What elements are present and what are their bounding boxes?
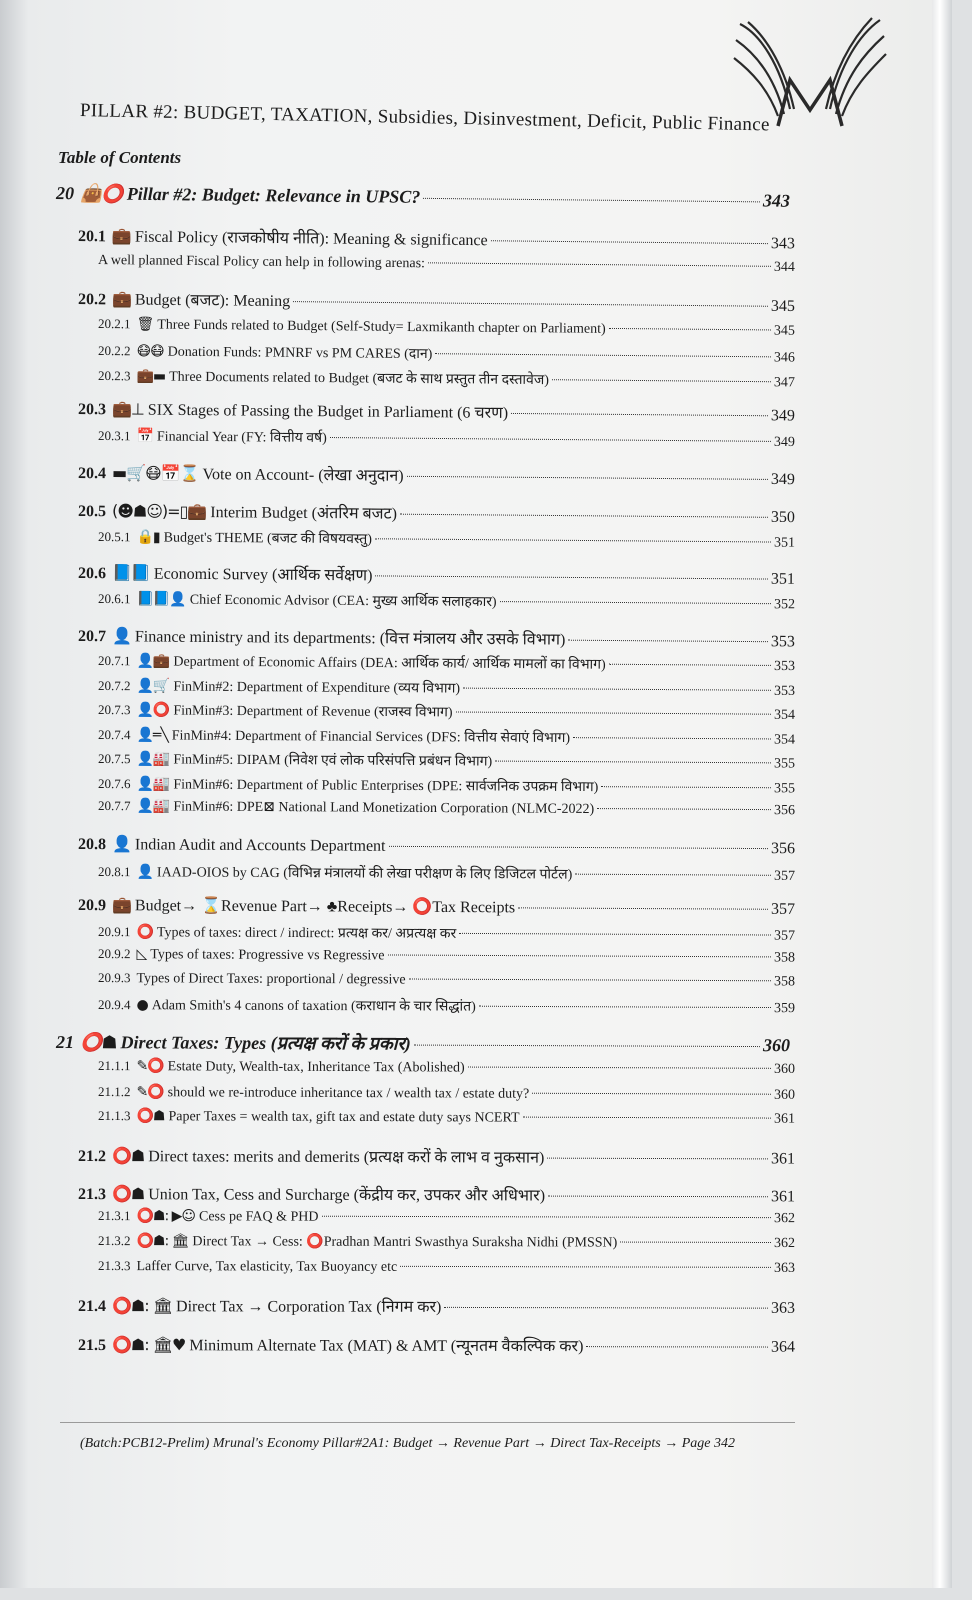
toc-entry-number: 20.2 bbox=[77, 291, 107, 309]
toc-entry-icon: (☻☗☺)=▯💼 bbox=[111, 501, 207, 522]
toc-entry-number: 20 bbox=[55, 183, 75, 204]
toc-entry-page: 353 bbox=[773, 683, 796, 699]
toc-entry-page: 349 bbox=[770, 470, 796, 489]
toc-entry-icon: ⭕☗ bbox=[79, 1032, 117, 1054]
toc-entry-icon: ◺ bbox=[136, 946, 147, 963]
dot-leader bbox=[468, 1067, 771, 1069]
toc-entry-page: 359 bbox=[773, 1001, 796, 1017]
dot-leader bbox=[330, 437, 771, 442]
dot-leader bbox=[601, 786, 771, 788]
toc-entry[interactable] bbox=[78, 224, 795, 253]
toc-entry-page: 360 bbox=[773, 1087, 796, 1103]
toc-entry-page: 353 bbox=[770, 633, 796, 651]
toc-entry-number: 20.4 bbox=[77, 465, 107, 483]
dot-leader bbox=[511, 413, 768, 416]
toc-entry[interactable] bbox=[98, 527, 795, 552]
toc-entry-icon: 👤🏭 bbox=[136, 798, 170, 815]
toc-entry[interactable] bbox=[78, 895, 795, 919]
toc-entry-icon: 💼 bbox=[111, 226, 132, 246]
toc-entry-title: Vote on Account- (लेखा अनुदान) bbox=[202, 466, 404, 485]
toc-entry[interactable] bbox=[78, 397, 795, 426]
toc-entry-page: 361 bbox=[770, 1150, 796, 1168]
toc-entry-page: 343 bbox=[770, 235, 796, 253]
toc-entry-number: 20.9.1 bbox=[97, 924, 131, 940]
toc-entry-icon: ● bbox=[136, 997, 148, 1014]
toc-entry-title: Financial Year (FY: वित्तीय वर्ष) bbox=[156, 429, 327, 446]
dot-leader bbox=[573, 737, 771, 739]
toc-entry-page: 357 bbox=[770, 900, 796, 918]
toc-entry[interactable] bbox=[78, 834, 795, 858]
toc-entry-page: 356 bbox=[773, 803, 796, 819]
toc-entry-page: 350 bbox=[770, 508, 796, 527]
toc-entry-icon: 👤💼 bbox=[136, 653, 170, 670]
dot-leader bbox=[597, 808, 771, 810]
toc-entry-title: Estate Duty, Wealth-tax, Inheritance Tax (Abolished) bbox=[167, 1059, 465, 1076]
toc-entry[interactable] bbox=[98, 862, 795, 885]
toc-entry-page: 349 bbox=[773, 434, 796, 451]
toc-entry-page: 364 bbox=[770, 1338, 796, 1356]
toc-entry-icon: ⭕☗: ▶☺ bbox=[136, 1208, 196, 1225]
dot-leader bbox=[609, 328, 771, 331]
toc-entry-icon: 👤🛒 bbox=[136, 678, 170, 695]
toc-entry-title: Department of Economic Affairs (DEA: आर्थिक कार्य/ आर्थिक मामलों का विभाग) bbox=[173, 654, 606, 673]
dot-leader bbox=[322, 1216, 771, 1218]
dot-leader bbox=[523, 1117, 771, 1119]
toc-entry-number: 20.9.3 bbox=[97, 970, 131, 986]
toc-entry-icon: 💼 bbox=[111, 289, 132, 309]
dot-leader bbox=[400, 1266, 771, 1268]
dot-leader bbox=[547, 1158, 768, 1160]
toc-entry-number: 20.7 bbox=[77, 628, 107, 646]
toc-entry[interactable] bbox=[98, 1084, 795, 1104]
toc-entry-number: 21.5 bbox=[77, 1337, 107, 1355]
toc-entry[interactable] bbox=[98, 946, 795, 967]
toc-entry[interactable] bbox=[98, 1108, 795, 1128]
toc-entry[interactable] bbox=[98, 922, 795, 945]
toc-entry-page: 352 bbox=[773, 597, 796, 613]
toc-entry-number: 20.1 bbox=[77, 228, 107, 246]
toc-entry-icon: ✎⭕ bbox=[136, 1084, 164, 1101]
toc-entry-number: 20.5 bbox=[77, 503, 107, 521]
toc-entry-title: Direct Tax → Corporation Tax (निगम कर) bbox=[176, 1298, 442, 1316]
toc-entry-title: Types of Direct Taxes: proportional / degressive bbox=[136, 971, 406, 988]
toc-entry-page: 360 bbox=[773, 1061, 796, 1077]
toc-entry-title: Budget (बजट): Meaning bbox=[134, 291, 291, 311]
toc-entry-title: Budget's THEME (बजट की विषयवस्तु) bbox=[163, 530, 373, 548]
toc-entry-title: Budget→ ⌛Revenue Part→ ♣Receipts→ ⭕Tax Receipts bbox=[134, 897, 516, 917]
toc-entry-title: Chief Economic Advisor (CEA: मुख्य आर्थिक सलाहकार) bbox=[189, 592, 497, 611]
toc-entry-page: 354 bbox=[773, 732, 796, 748]
toc-entry[interactable] bbox=[98, 798, 795, 819]
toc-entry-number: 20.8.1 bbox=[97, 864, 131, 880]
toc-entry-icon: 👤🏭 bbox=[136, 776, 170, 793]
toc-entry[interactable] bbox=[98, 1208, 795, 1227]
toc-entry-page: 356 bbox=[770, 840, 796, 858]
toc-entry[interactable] bbox=[78, 1144, 795, 1169]
toc-entry[interactable] bbox=[98, 316, 795, 340]
toc-entry-page: 361 bbox=[770, 1188, 796, 1206]
toc-entry-icon: ⭕☗ bbox=[111, 1146, 145, 1166]
toc-entry[interactable] bbox=[78, 1333, 795, 1357]
toc-entry-page: 353 bbox=[773, 658, 796, 675]
dot-leader bbox=[409, 979, 771, 982]
toc-entry[interactable] bbox=[78, 561, 795, 589]
toc-entry-number: 20.6 bbox=[77, 565, 107, 583]
toc-entry-title: IAAD-OIOS by CAG (विभिन्न मंत्रालयों की लेखा परीक्षण के लिए डिजिटल पोर्टल) bbox=[156, 865, 573, 883]
footer-rule bbox=[60, 1422, 795, 1423]
toc-entry-title: Economic Survey (आर्थिक सर्वेक्षण) bbox=[153, 565, 373, 585]
toc-entry-number: 20.5.1 bbox=[97, 529, 131, 545]
toc-entry-title: Fiscal Policy (राजकोषीय नीति): Meaning & significance bbox=[134, 228, 488, 250]
toc-entry-title: FinMin#4: Department of Financial Services (DFS: वित्तीय सेवाएं विभाग) bbox=[171, 728, 571, 747]
dot-leader bbox=[400, 514, 768, 518]
dot-leader bbox=[435, 353, 771, 357]
toc-entry[interactable] bbox=[98, 774, 795, 797]
dot-leader bbox=[444, 1307, 768, 1309]
toc-entry-title: Direct taxes: merits and demerits (प्रत्यक्ष करों के लाभ व नुकसान) bbox=[148, 1148, 545, 1167]
toc-entry-icon: 💼 bbox=[111, 895, 131, 915]
toc-entry[interactable] bbox=[78, 624, 795, 651]
toc-entry-title: Three Funds related to Budget (Self-Study= Laxmikanth chapter on Parliament) bbox=[157, 317, 606, 337]
toc-entry-icon: 📘📘👤 bbox=[136, 591, 186, 608]
toc-entry-title: FinMin#3: Department of Revenue (राजस्व विभाग) bbox=[173, 703, 453, 721]
toc-entry[interactable] bbox=[98, 426, 795, 451]
toc-entry-title: Union Tax, Cess and Surcharge (केंद्रीय कर, उपकर और अधिभार) bbox=[148, 1186, 546, 1205]
toc-entry-number: 20.7.7 bbox=[97, 798, 131, 814]
toc-entry-icon: 👤 bbox=[136, 864, 153, 881]
dot-leader bbox=[423, 198, 760, 203]
dot-leader bbox=[414, 1045, 760, 1048]
toc-entry-number: 20.9 bbox=[77, 897, 107, 915]
toc-entry-number: 21.2 bbox=[77, 1148, 107, 1166]
toc-entry-number: 20.9.2 bbox=[97, 946, 131, 962]
dot-leader bbox=[293, 301, 768, 307]
toc-entry-icon: 😷😷 bbox=[136, 343, 164, 360]
toc-entry-page: 363 bbox=[773, 1260, 796, 1276]
toc-entry[interactable] bbox=[98, 1233, 795, 1252]
toc-entry-icon: ⭕ bbox=[136, 924, 153, 941]
toc-entry[interactable] bbox=[78, 499, 795, 527]
toc-entry-icon: 🗑 bbox=[136, 316, 154, 333]
toc-entry-icon: 🔒▮ bbox=[136, 529, 160, 546]
toc-entry-number: 20.7.3 bbox=[97, 702, 131, 718]
toc-entry-page: 362 bbox=[773, 1211, 796, 1227]
toc-entry-title: FinMin#6: DPE⊠ National Land Monetization Corporation (NLMC-2022) bbox=[173, 799, 595, 818]
toc-entry-page: 351 bbox=[770, 570, 796, 588]
toc-entry-page: 344 bbox=[773, 259, 796, 276]
dot-leader bbox=[568, 640, 768, 642]
toc-entry-title: FinMin#5: DIPAM (निवेश एवं लोक परिसंपत्ति प्रबंधन विभाग) bbox=[173, 752, 493, 770]
dot-leader bbox=[609, 664, 771, 666]
toc-entry-number: 20.9.4 bbox=[97, 997, 131, 1013]
dot-leader bbox=[407, 476, 768, 480]
toc-entry-page: 345 bbox=[773, 323, 796, 339]
toc-entry-icon: ⭕☗ bbox=[111, 1184, 145, 1204]
toc-entry[interactable] bbox=[98, 651, 795, 675]
dot-leader bbox=[552, 379, 771, 382]
dot-leader bbox=[548, 1196, 768, 1198]
toc-entry-icon: 👤⭕ bbox=[136, 702, 170, 719]
toc-entry-number: 21.4 bbox=[77, 1298, 107, 1316]
toc-entry-number: 20.7.5 bbox=[97, 751, 131, 767]
dot-leader bbox=[388, 954, 771, 957]
toc-entry-title: Indian Audit and Accounts Department bbox=[134, 836, 386, 855]
toc-entry[interactable] bbox=[56, 183, 790, 212]
toc-entry-number: 21.1.2 bbox=[97, 1084, 131, 1100]
toc-entry[interactable] bbox=[78, 1182, 795, 1206]
toc-entry-page: 357 bbox=[773, 928, 796, 944]
toc-entry-page: 343 bbox=[762, 190, 791, 211]
toc-entry-page: 349 bbox=[770, 407, 796, 425]
toc-entry-number: 20.2.2 bbox=[97, 343, 131, 359]
toc-entry-number: 20.7.4 bbox=[97, 727, 131, 743]
dot-leader bbox=[375, 538, 771, 542]
toc-heading: Table of Contents bbox=[58, 148, 182, 167]
toc-entry-icon: 📘📘 bbox=[111, 563, 150, 583]
toc-entry-number: 20.2.1 bbox=[97, 316, 131, 332]
toc-entry-title: Types of taxes: direct / indirect: प्रत्यक्ष कर/ अप्रत्यक्ष कर bbox=[156, 925, 457, 942]
toc-entry-page: 358 bbox=[773, 974, 796, 990]
toc-entry-icon: ⭕☗: 🏛♥ bbox=[111, 1335, 186, 1355]
toc-entry-title: Three Documents related to Budget (बजट के साथ प्रस्तुत तीन दस्तावेज) bbox=[169, 369, 549, 389]
toc-entry[interactable] bbox=[98, 366, 795, 391]
toc-entry[interactable] bbox=[98, 589, 795, 613]
toc-entry-icon: ⭕☗ bbox=[136, 1108, 165, 1125]
toc-entry-page: 355 bbox=[773, 781, 796, 797]
toc-entry-page: 354 bbox=[773, 707, 796, 723]
toc-entry[interactable] bbox=[98, 341, 795, 367]
toc-entry-title: Types of taxes: Progressive vs Regressive bbox=[150, 947, 385, 964]
toc-entry-number: 21.1.3 bbox=[97, 1108, 131, 1124]
toc-entry-title: Interim Budget (अंतरिम बजट) bbox=[210, 504, 398, 523]
toc-entry-title: A well planned Fiscal Policy can help in following arenas: bbox=[97, 253, 426, 272]
toc-entry-number: 20.6.1 bbox=[97, 591, 131, 607]
dot-leader bbox=[575, 874, 771, 876]
dot-leader bbox=[518, 907, 768, 909]
toc-entry-page: 360 bbox=[762, 1035, 791, 1056]
dot-leader bbox=[491, 240, 768, 244]
toc-entry[interactable] bbox=[98, 253, 795, 276]
toc-entry-icon: ✎⭕ bbox=[136, 1058, 164, 1075]
dot-leader bbox=[479, 1006, 771, 1008]
toc-entry-title: Laffer Curve, Tax elasticity, Tax Buoyancy etc bbox=[136, 1259, 398, 1275]
toc-entry[interactable] bbox=[98, 725, 795, 749]
toc-entry[interactable] bbox=[98, 749, 795, 773]
toc-entry[interactable] bbox=[98, 970, 795, 990]
toc-entry-title: Pillar #2: Budget: Relevance in UPSC? bbox=[126, 183, 421, 207]
toc-entry-number: 20.3.1 bbox=[97, 428, 131, 444]
dot-leader bbox=[389, 846, 768, 849]
toc-entry-number: 21.3.1 bbox=[97, 1208, 131, 1224]
toc-entry-title: Adam Smith's 4 canons of taxation (कराधान के चार सिद्धांत) bbox=[151, 998, 476, 1015]
toc-entry[interactable] bbox=[56, 1030, 790, 1057]
dot-leader bbox=[456, 711, 771, 714]
toc-entry-icon: 💼▬ bbox=[136, 368, 166, 385]
toc-entry-title: Direct Taxes: Types (प्रत्यक्ष करों के प्रकार) bbox=[120, 1032, 411, 1054]
toc-entry[interactable] bbox=[78, 287, 795, 316]
toc-entry[interactable] bbox=[98, 700, 795, 724]
toc-entry-number: 21 bbox=[55, 1032, 75, 1053]
dot-leader bbox=[463, 688, 771, 691]
toc-entry-number: 20.8 bbox=[77, 836, 107, 854]
toc-entry-title: should we re-introduce inheritance tax / wealth tax / estate duty? bbox=[167, 1085, 530, 1102]
dot-leader bbox=[428, 262, 771, 266]
toc-entry[interactable] bbox=[98, 1258, 795, 1277]
toc-entry-title: Minimum Alternate Tax (MAT) & AMT (न्यूनतम वैकल्पिक कर) bbox=[189, 1337, 584, 1356]
toc-entry-icon: 👜⭕ bbox=[79, 183, 123, 205]
toc-entry-number: 21.1.1 bbox=[97, 1058, 131, 1074]
toc-entry[interactable] bbox=[98, 1058, 795, 1078]
toc-entry-number: 20.7.2 bbox=[97, 678, 131, 694]
toc-entry-page: 345 bbox=[770, 297, 796, 316]
toc-entry-icon: ▬🛒😷📅⌛ bbox=[111, 463, 199, 484]
toc-entry[interactable] bbox=[78, 1294, 795, 1318]
toc-entry-number: 21.3.2 bbox=[97, 1233, 131, 1249]
toc-entry[interactable] bbox=[98, 995, 795, 1017]
toc-entry-number: 20.7.6 bbox=[97, 776, 131, 792]
toc-entry-number: 21.3 bbox=[77, 1186, 107, 1204]
toc-entry-title: FinMin#6: Department of Public Enterprises (DPE: सार्वजनिक उपक्रम विभाग) bbox=[173, 777, 599, 796]
toc-entry-title: Cess pe FAQ & PHD bbox=[198, 1209, 319, 1225]
toc-entry-number: 20.2.3 bbox=[97, 368, 131, 384]
toc-entry-icon: 👤 bbox=[111, 834, 131, 854]
toc-entry-page: 357 bbox=[773, 868, 796, 884]
dot-leader bbox=[620, 1242, 771, 1243]
page-footer: (Batch:PCB12-Prelim) Mrunal's Economy Pillar#2A1: Budget → Revenue Part → Direct Tax-Receipts → Page 342 bbox=[80, 1436, 736, 1451]
toc-entry-page: 363 bbox=[770, 1299, 796, 1317]
dot-leader bbox=[500, 601, 771, 604]
toc-entry-page: 358 bbox=[773, 950, 796, 966]
toc-entry-page: 361 bbox=[773, 1111, 796, 1127]
toc-entry-page: 355 bbox=[773, 756, 796, 772]
toc-entry-title: Donation Funds: PMNRF vs PM CARES (दान) bbox=[167, 344, 433, 363]
toc-entry-page: 347 bbox=[773, 375, 796, 391]
toc-entry-icon: 📅 bbox=[136, 428, 154, 445]
dot-leader bbox=[532, 1093, 771, 1095]
toc-entry-number: 20.3 bbox=[77, 401, 107, 419]
dot-leader bbox=[495, 761, 771, 764]
toc-entry-title: Finance ministry and its departments: (वित्त मंत्रालय और उसके विभाग) bbox=[134, 628, 566, 649]
dot-leader bbox=[586, 1346, 768, 1347]
toc-entry-title: Direct Tax → Cess: ⭕Pradhan Mantri Swasthya Suraksha Nidhi (PMSSN) bbox=[192, 1234, 618, 1251]
toc-entry-icon: ⭕☗: 🏛 bbox=[111, 1296, 173, 1316]
toc-entry-title: Paper Taxes = wealth tax, gift tax and estate duty says NCERT bbox=[168, 1109, 520, 1126]
toc-entry-title: FinMin#2: Department of Expenditure (व्यय विभाग) bbox=[173, 679, 461, 697]
toc-entry-title: SIX Stages of Passing the Budget in Parliament (6 चरण) bbox=[147, 401, 509, 422]
toc-entry-page: 346 bbox=[773, 350, 796, 366]
toc-entry-page: 351 bbox=[773, 535, 796, 551]
toc-entry-number: 21.3.3 bbox=[97, 1258, 131, 1274]
toc-entry[interactable] bbox=[98, 676, 795, 700]
page-header: PILLAR #2: BUDGET, TAXATION, Subsidies, Disinvestment, Deficit, Public Finance bbox=[79, 100, 770, 136]
dot-leader bbox=[459, 933, 771, 936]
toc-entry-icon: 👤🏭 bbox=[136, 751, 170, 768]
toc-entry[interactable] bbox=[78, 461, 795, 489]
toc-entry-page: 362 bbox=[773, 1236, 796, 1252]
toc-entry-icon: 👤═╲ bbox=[136, 727, 168, 744]
toc-entry-number: 20.7.1 bbox=[97, 653, 131, 669]
dot-leader bbox=[375, 575, 768, 579]
toc-entry-icon: 👤 bbox=[111, 626, 131, 646]
toc-entry-icon: ⭕☗: 🏛 bbox=[136, 1233, 189, 1250]
toc-entry-icon: 💼⊥ bbox=[111, 399, 144, 419]
